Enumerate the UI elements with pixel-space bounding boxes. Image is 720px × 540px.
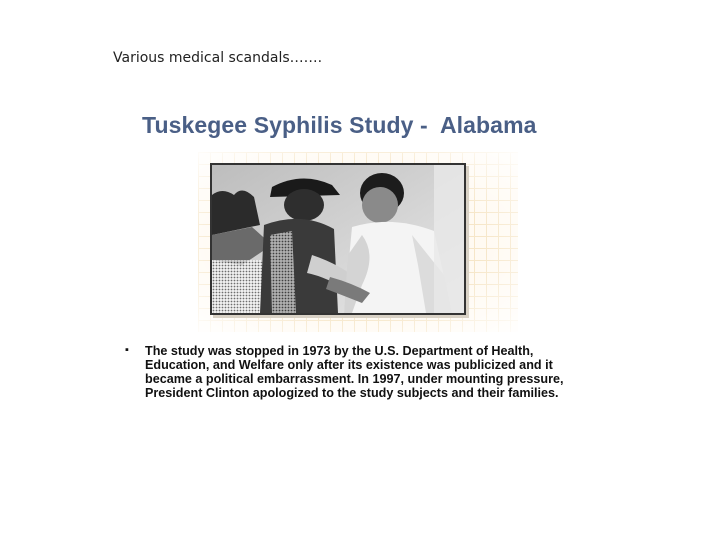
bullet-square-icon: ▪: [125, 344, 129, 356]
bullet-text: The study was stopped in 1973 by the U.S. Department of Health, Education, and Welfare only after its existence was publicized and it became a political embarrassment. In 1997, under mounting pressure, President Clinton apologized to the study subjects and their families.: [145, 344, 564, 400]
historical-photo: [210, 163, 466, 315]
slide-caption: Various medical scandals…….: [113, 50, 323, 66]
slide-title: Tuskegee Syphilis Study - Alabama: [142, 112, 537, 138]
photo-illustration-icon: [212, 165, 464, 313]
